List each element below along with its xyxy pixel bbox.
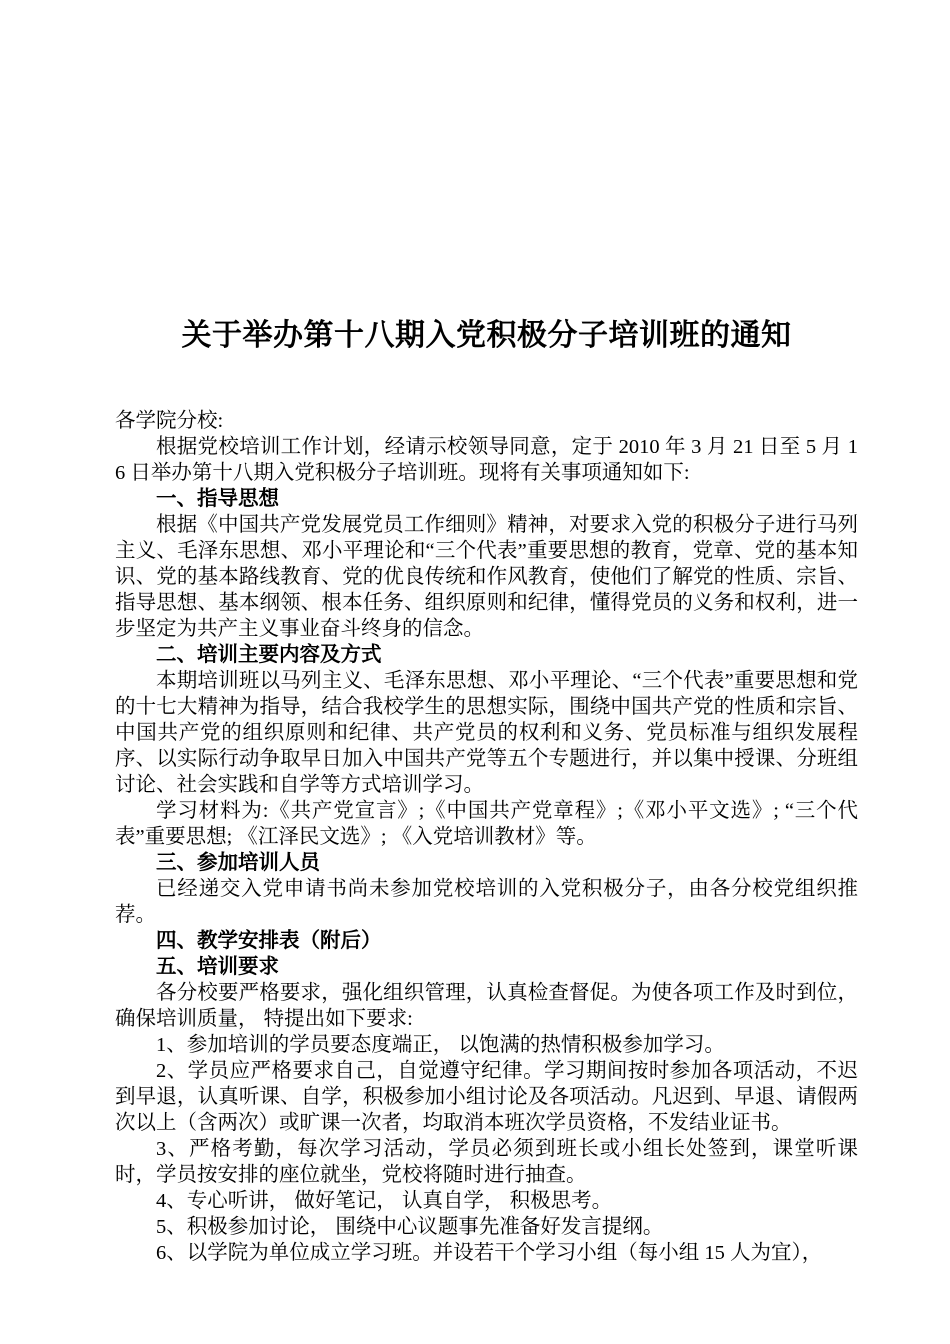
paragraph: 根据党校培训工作计划，经请示校领导同意，定于 2010 年 3 月 21 日至 5 月 16 日举办第十八期入党积极分子培训班。现将有关事项通知如下: xyxy=(115,436,858,484)
paragraph: 3、严格考勤，每次学习活动，学员必须到班长或小组长处签到，课堂听课时，学员按安排的座位就坐，党校将随时进行抽查。 xyxy=(115,1138,858,1186)
section-heading: 四、教学安排表（附后） xyxy=(156,930,382,952)
section-heading: 三、参加培训人员 xyxy=(156,852,320,874)
paragraph: 各分校要严格要求，强化组织管理，认真检查督促。为使各项工作及时到位， 确保培训质量， 特提出如下要求: xyxy=(115,982,858,1030)
paragraph: 2、学员应严格要求自己，自觉遵守纪律。学习期间按时参加各项活动，不迟到早退，认真听课、自学，积极参加小组讨论及各项活动。凡迟到、早退、请假两次以上（含两次）或旷课一次者，均取消本班次学员资格，不发结业证书。 xyxy=(115,1060,858,1134)
paragraph: 已经递交入党申请书尚未参加党校培训的入党积极分子，由各分校党组织推荐。 xyxy=(115,878,858,926)
paragraph: 4、专心听讲， 做好笔记， 认真自学， 积极思考。 xyxy=(156,1190,613,1212)
section-heading: 一、指导思想 xyxy=(156,488,279,510)
section-heading: 二、培训主要内容及方式 xyxy=(156,644,382,666)
paragraph: 学习材料为:《共产党宣言》;《中国共产党章程》;《邓小平文选》; “三个代表”重要思想; 《江泽民文选》; 《入党培训教材》等。 xyxy=(115,800,858,848)
paragraph: 根据《中国共产党发展党员工作细则》精神，对要求入党的积极分子进行马列主义、毛泽东思想、邓小平理论和“三个代表”重要思想的教育，党章、党的基本知识、党的基本路线教育、党的优良传统和作风教育，使他们了解党的性质、宗旨、指导思想、基本纲领、根本任务、组织原则和纪律，懂得党员的义务和权利，进一步坚定为共产主义事业奋斗终身的信念。 xyxy=(115,514,858,640)
paragraph: 5、积极参加讨论， 围绕中心议题事先准备好发言提纲。 xyxy=(156,1216,664,1238)
paragraph: 1、参加培训的学员要态度端正， 以饱满的热情积极参加学习。 xyxy=(156,1034,725,1056)
document-title: 关于举办第十八期入党积极分子培训班的通知 xyxy=(181,319,792,352)
document-body xyxy=(115,408,858,1266)
paragraph: 6、以学院为单位成立学习班。并设若干个学习小组（每小组 15 人为宜）， xyxy=(156,1242,823,1264)
paragraph: 本期培训班以马列主义、毛泽东思想、邓小平理论、“三个代表”重要思想和党的十七大精神为指导，结合我校学生的思想实际，围绕中国共产党的性质和宗旨、中国共产党的组织原则和纪律、共产党员的权利和义务、党员标准与组织发展程序、以实际行动争取早日加入中国共产党等五个专题进行，并以集中授课、分班组讨论、社会实践和自学等方式培训学习。 xyxy=(115,670,858,796)
salutation: 各学院分校: xyxy=(115,410,224,432)
section-heading: 五、培训要求 xyxy=(156,956,279,978)
